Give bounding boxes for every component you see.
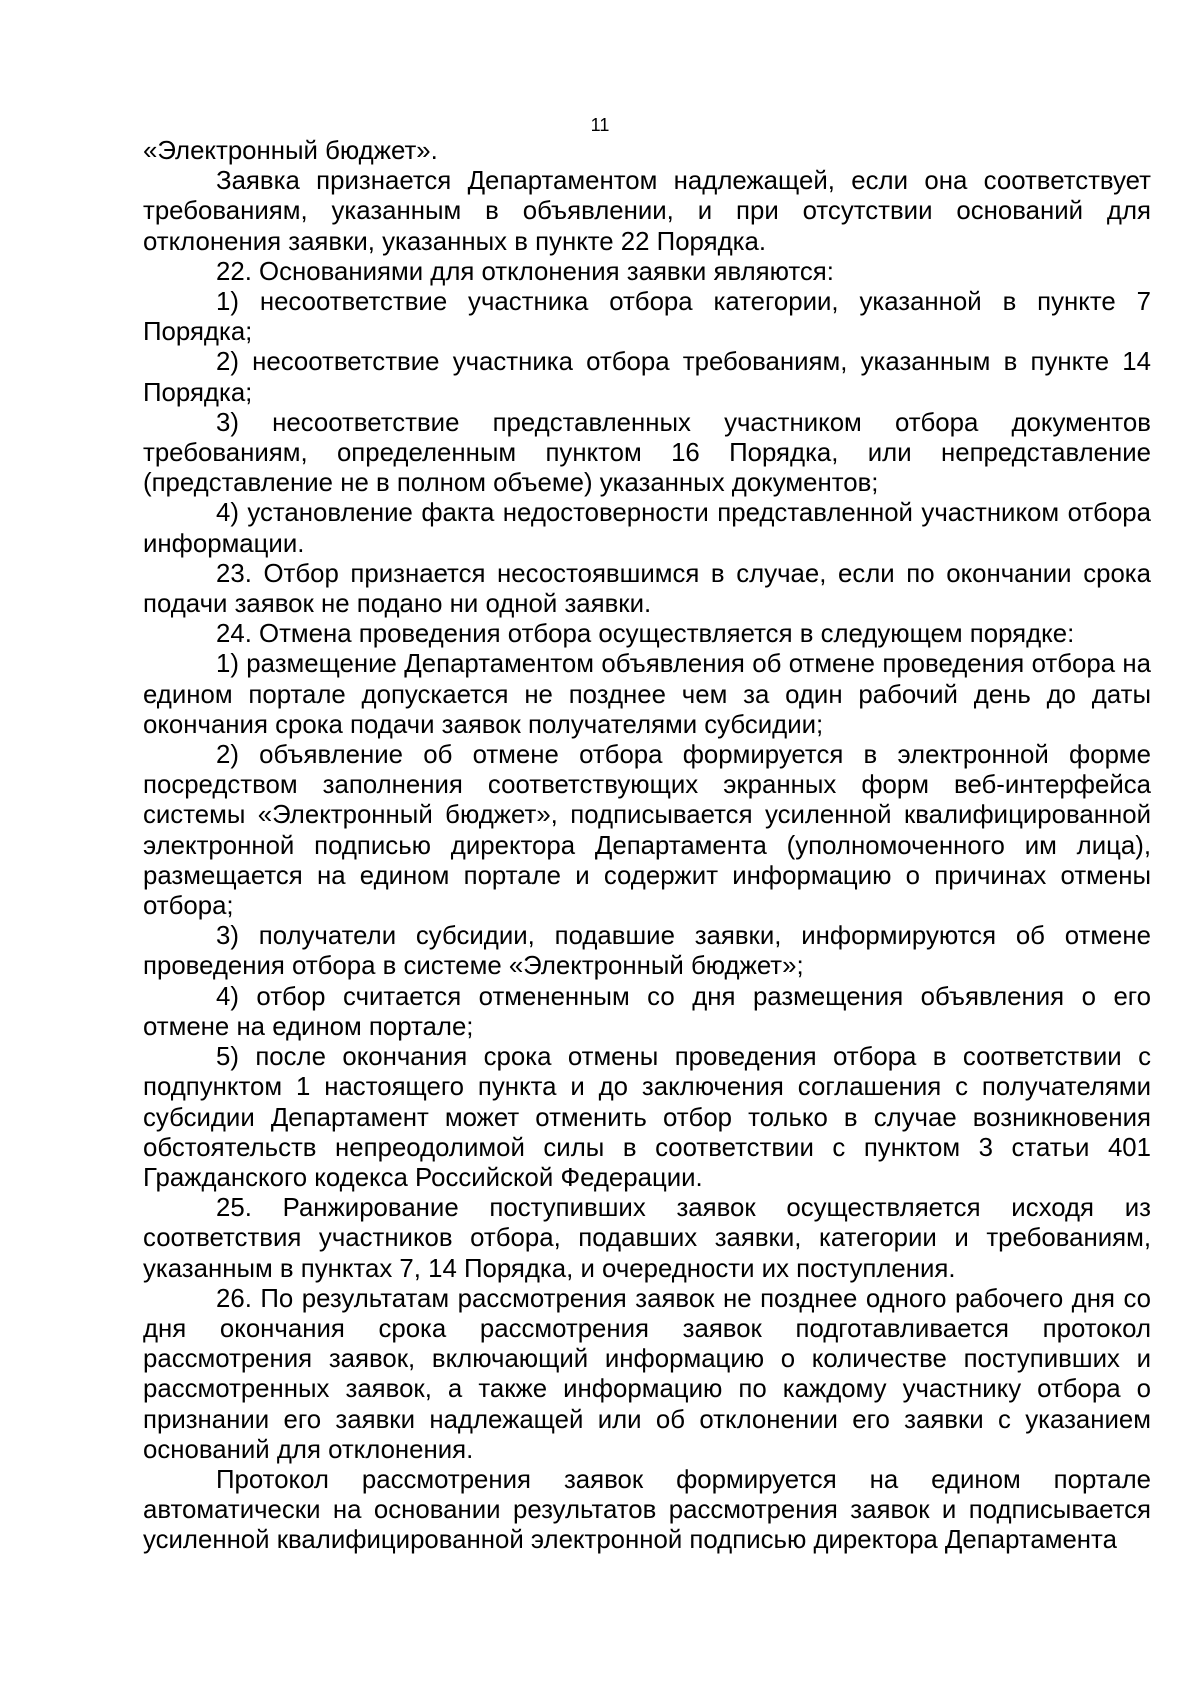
document-body (143, 136, 1151, 1556)
paragraph: Протокол рассмотрения заявок формируется на едином портале автоматически на основании результатов рассмотрения заявок и подписывается усиленной квалифицированной электронной подписью директора Департамента (143, 1465, 1151, 1555)
paragraph: 4) установление факта недостоверности представленной участником отбора информации. (143, 499, 1151, 558)
paragraph: 5) после окончания срока отмены проведения отбора в соответствии с подпунктом 1 настоящего пункта и до заключения соглашения с получателями субсидии Департамент может отменить отбор только в случае возникновения обстоятельств непреодолимой силы в соответствии с пунктом 3 статьи 401 Гражданского кодекса Российской Федерации. (143, 1043, 1151, 1192)
paragraph: 1) несоответствие участника отбора категории, указанной в пункте 7 Порядка; (143, 288, 1151, 347)
paragraph: 2) объявление об отмене отбора формируется в электронной форме посредством заполнения соответствующих экранных форм веб-интерфейса системы «Электронный бюджет», подписывается усиленной квалифицированной электронной подписью директора Департамента (уполномоченного им лица), размещается на едином портале и содержит информацию о причинах отмены отбора; (143, 741, 1151, 921)
paragraph: 25. Ранжирование поступивших заявок осуществляется исходя из соответствия участников отбора, подавших заявки, категории и требованиям, указанным в пунктах 7, 14 Порядка, и очередности их поступления. (143, 1194, 1151, 1283)
page-number: 11 (590, 115, 610, 135)
paragraph: 22. Основаниями для отклонения заявки являются: (216, 257, 834, 286)
paragraph: 4) отбор считается отмененным со дня размещения объявления о его отмене на едином портале; (143, 982, 1151, 1041)
paragraph: 24. Отмена проведения отбора осуществляется в следующем порядке: (216, 620, 1075, 649)
paragraph: 1) размещение Департаментом объявления об отмене проведения отбора на едином портале допускается не позднее чем за один рабочий день до даты окончания срока подачи заявок получателями субсидии; (143, 650, 1151, 739)
paragraph: «Электронный бюджет». (143, 137, 438, 165)
paragraph: 3) получатели субсидии, подавшие заявки, информируются об отмене проведения отбора в системе «Электронный бюджет»; (143, 922, 1151, 981)
paragraph: 3) несоответствие представленных участником отбора документов требованиям, определенным пунктом 16 Порядка, или непредставление (представление не в полном объеме) указанных документов; (143, 408, 1151, 498)
paragraph: 23. Отбор признается несостоявшимся в случае, если по окончании срока подачи заявок не подано ни одной заявки. (143, 559, 1151, 619)
paragraph: Заявка признается Департаментом надлежащей, если она соответствует требованиям, указанным в объявлении, и при отсутствии оснований для отклонения заявки, указанных в пункте 22 Порядка. (143, 167, 1151, 256)
paragraph: 26. По результатам рассмотрения заявок не позднее одного рабочего дня со дня окончания срока рассмотрения заявок подготавливается протокол рассмотрения заявок, включающий информацию о количестве поступивших и рассмотренных заявок, а также информацию по каждому участнику отбора о признании его заявки надлежащей или об отклонении его заявки с указанием оснований для отклонения. (143, 1284, 1151, 1464)
paragraph: 2) несоответствие участника отбора требованиям, указанным в пункте 14 Порядка; (143, 348, 1151, 407)
